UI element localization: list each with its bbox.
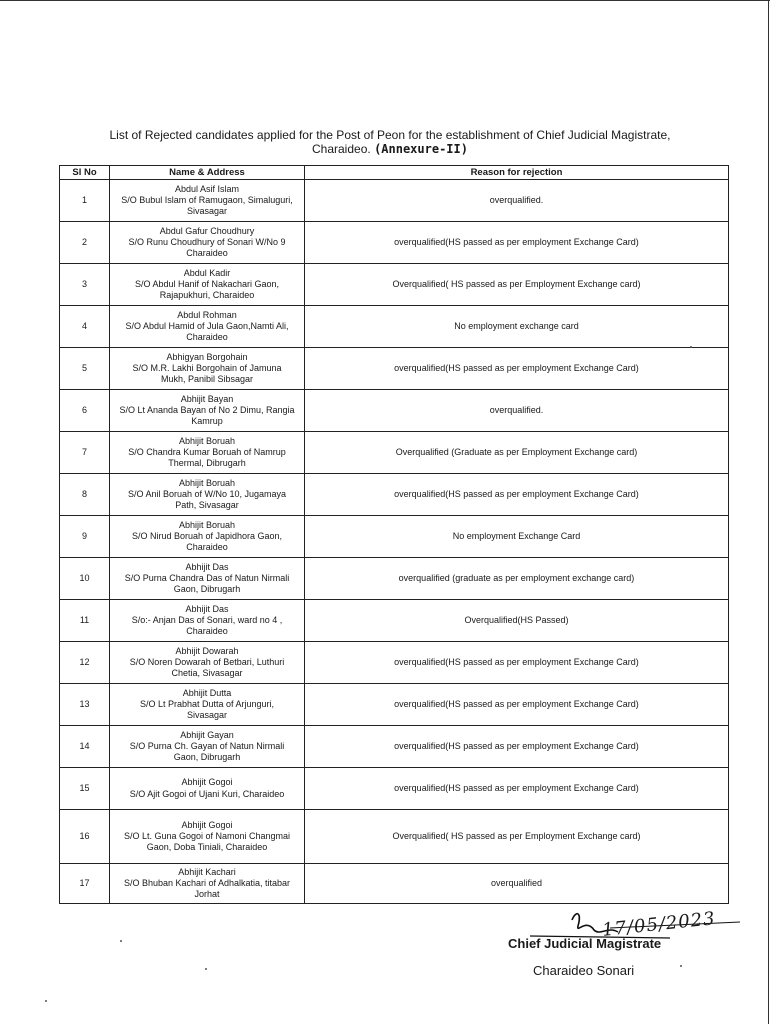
candidate-address-line: S/o:- Anjan Das of Sonari, ward no 4 ,	[131, 614, 283, 625]
candidate-address-line: S/O Ajit Gogoi of Ujani Kuri, Charaideo	[129, 788, 285, 799]
page-border-right	[768, 0, 769, 1024]
row-name-address	[110, 348, 305, 390]
title-place: Charaideo.	[312, 142, 371, 156]
candidate-address-line: S/O Purna Ch. Gayan of Natun Nirmali	[129, 740, 285, 751]
row-reason: No employment exchange card	[305, 306, 729, 348]
row-name-address	[110, 474, 305, 516]
row-reason: overqualified(HS passed as per employment Exchange Card)	[305, 684, 729, 726]
candidate-address-line: S/O Bubul Islam of Ramugaon, Simaluguri,	[121, 194, 293, 205]
table-row	[60, 306, 729, 348]
table-row	[60, 180, 729, 222]
row-name-address	[110, 390, 305, 432]
candidate-name: Abhijit Boruah	[178, 435, 236, 446]
candidate-address-line: S/O Runu Choudhury of Sonari W/No 9	[128, 236, 286, 247]
table-row	[60, 348, 729, 390]
row-sl-no: 6	[60, 390, 110, 432]
signature-place: Charaideo Sonari	[533, 963, 635, 978]
row-reason: overqualified(HS passed as per employment Exchange Card)	[305, 222, 729, 264]
candidate-address-line: S/O Lt Ananda Bayan of No 2 Dimu, Rangia	[119, 404, 295, 415]
table-row	[60, 642, 729, 684]
row-reason: Overqualified( HS passed as per Employment Exchange card)	[305, 810, 729, 864]
candidate-name: Abhijit Kachari	[178, 866, 236, 877]
row-name-address	[110, 726, 305, 768]
scan-speck	[120, 940, 122, 942]
candidate-name: Abdul Gafur Choudhury	[159, 225, 255, 236]
candidate-name: Abhijit Boruah	[178, 477, 236, 488]
row-reason: overqualified(HS passed as per employment Exchange Card)	[305, 474, 729, 516]
candidate-address-line: S/O Abdul Hamid of Jula Gaon,Namti Ali,	[125, 320, 289, 331]
candidate-address-line: Thermal, Dibrugarh	[168, 458, 246, 469]
row-sl-no: 2	[60, 222, 110, 264]
table-row	[60, 390, 729, 432]
row-reason: No employment Exchange Card	[305, 516, 729, 558]
row-reason: overqualified(HS passed as per employment Exchange Card)	[305, 642, 729, 684]
candidate-address-line: S/O Abdul Hanif of Nakachari Gaon,	[134, 278, 280, 289]
candidate-name: Abhijit Dowarah	[175, 645, 239, 656]
row-sl-no: 15	[60, 768, 110, 810]
signature-designation: Chief Judicial Magistrate	[508, 936, 662, 951]
signature-date: 17/05/2023	[601, 908, 717, 941]
row-name-address	[110, 558, 305, 600]
candidate-address-line: S/O Bhuban Kachari of Adhalkatia, titabar	[123, 877, 291, 888]
candidate-address-line: Path, Sivasagar	[175, 500, 239, 511]
row-name-address	[110, 432, 305, 474]
row-sl-no: 10	[60, 558, 110, 600]
scan-speck	[690, 346, 692, 348]
row-name-address	[110, 810, 305, 864]
candidate-address-line: S/O Lt Prabhat Dutta of Arjunguri,	[139, 698, 275, 709]
header-name-address: Name & Address	[110, 166, 305, 180]
signature-block	[490, 908, 760, 988]
candidate-address-line: S/O Lt. Guna Gogoi of Namoni Changmai	[123, 830, 291, 841]
table-row	[60, 516, 729, 558]
candidate-address-line: Gaon, Dibrugarh	[173, 584, 241, 595]
candidate-address-line: Gaon, Dibrugarh	[173, 752, 241, 763]
row-reason: Overqualified(HS Passed)	[305, 600, 729, 642]
row-name-address	[110, 600, 305, 642]
table-row	[60, 726, 729, 768]
row-name-address	[110, 222, 305, 264]
row-sl-no: 5	[60, 348, 110, 390]
candidate-name: Abhijit Boruah	[178, 519, 236, 530]
row-sl-no: 4	[60, 306, 110, 348]
candidate-name: Abhijit Das	[185, 561, 229, 572]
row-sl-no: 9	[60, 516, 110, 558]
candidate-name: Abhigyan Borgohain	[166, 351, 248, 362]
candidate-name: Abhijit Bayan	[180, 393, 234, 404]
header-reason: Reason for rejection	[305, 166, 729, 180]
row-name-address	[110, 768, 305, 810]
table-row	[60, 684, 729, 726]
candidate-name: Abhijit Gogoi	[181, 777, 233, 788]
row-sl-no: 12	[60, 642, 110, 684]
table-row	[60, 222, 729, 264]
rejected-candidates-table	[59, 165, 729, 904]
row-reason: overqualified.	[305, 180, 729, 222]
candidate-address-line: Sivasagar	[186, 206, 228, 217]
row-name-address	[110, 180, 305, 222]
row-sl-no: 11	[60, 600, 110, 642]
row-reason: Overqualified (Graduate as per Employment Exchange card)	[305, 432, 729, 474]
row-sl-no: 8	[60, 474, 110, 516]
table-row	[60, 474, 729, 516]
table-row	[60, 810, 729, 864]
title-line-1: List of Rejected candidates applied for the Post of Peon for the establishment of Chief Judicial Magistrate,	[109, 128, 671, 142]
row-name-address	[110, 264, 305, 306]
row-name-address	[110, 684, 305, 726]
row-reason: Overqualified( HS passed as per Employment Exchange card)	[305, 264, 729, 306]
row-name-address	[110, 642, 305, 684]
candidate-address-line: Kamrup	[191, 416, 223, 427]
row-reason: overqualified (graduate as per employment exchange card)	[305, 558, 729, 600]
candidate-name: Abhijit Gayan	[180, 729, 234, 740]
table-row	[60, 864, 729, 904]
row-reason: overqualified	[305, 864, 729, 904]
scan-speck	[45, 1000, 47, 1002]
candidate-address-line: Charaideo	[186, 332, 228, 343]
annexure-label: (Annexure-II)	[374, 142, 468, 156]
scan-speck	[680, 965, 682, 967]
candidate-address-line: Rajapukhuri, Charaideo	[159, 290, 255, 301]
row-sl-no: 17	[60, 864, 110, 904]
title-line-2	[40, 142, 740, 156]
candidate-address-line: Jorhat	[194, 889, 220, 900]
row-sl-no: 13	[60, 684, 110, 726]
row-reason: overqualified.	[305, 390, 729, 432]
candidate-address-line: S/O M.R. Lakhi Borgohain of Jamuna	[132, 362, 282, 373]
table-header-row	[60, 166, 729, 180]
candidate-name: Abhijit Dutta	[182, 687, 232, 698]
row-reason: overqualified(HS passed as per employment Exchange Card)	[305, 726, 729, 768]
candidate-name: Abdul Kadir	[183, 267, 231, 278]
candidate-address-line: S/O Chandra Kumar Boruah of Namrup	[128, 446, 286, 457]
candidate-address-line: Gaon, Doba Tiniali, Charaideo	[146, 842, 268, 853]
candidate-name: Abdul Asif Islam	[174, 183, 240, 194]
candidate-address-line: S/O Anil Boruah of W/No 10, Jugamaya	[127, 488, 287, 499]
table-row	[60, 558, 729, 600]
candidate-address-line: S/O Purna Chandra Das of Natun Nirmali	[124, 572, 290, 583]
candidate-address-line: Chetia, Sivasagar	[171, 668, 243, 679]
candidate-name: Abdul Rohman	[177, 309, 237, 320]
candidate-name: Abhijit Das	[185, 603, 229, 614]
candidate-address-line: S/O Nirud Boruah of Japidhora Gaon,	[131, 530, 283, 541]
table-row	[60, 768, 729, 810]
row-sl-no: 16	[60, 810, 110, 864]
candidate-address-line: Charaideo	[186, 248, 228, 259]
row-name-address	[110, 516, 305, 558]
row-reason: overqualified(HS passed as per employment Exchange Card)	[305, 768, 729, 810]
table-row	[60, 264, 729, 306]
document-title	[40, 128, 740, 156]
table-body	[60, 180, 729, 904]
row-sl-no: 14	[60, 726, 110, 768]
table-row	[60, 432, 729, 474]
page-border-top	[0, 0, 770, 1]
scan-speck	[205, 968, 207, 970]
candidate-address-line: S/O Noren Dowarah of Betbari, Luthuri	[129, 656, 285, 667]
candidate-address-line: Mukh, Panibil Sibsagar	[160, 374, 254, 385]
row-name-address	[110, 864, 305, 904]
table-row	[60, 600, 729, 642]
row-sl-no: 3	[60, 264, 110, 306]
candidate-address-line: Charaideo	[186, 542, 228, 553]
row-sl-no: 7	[60, 432, 110, 474]
candidate-address-line: Sivasagar	[186, 710, 228, 721]
header-sl-no: Sl No	[60, 166, 110, 180]
candidate-address-line: Charaideo	[186, 626, 228, 637]
candidate-name: Abhijit Gogoi	[181, 819, 233, 830]
row-reason: overqualified(HS passed as per employment Exchange Card)	[305, 348, 729, 390]
row-name-address	[110, 306, 305, 348]
row-sl-no: 1	[60, 180, 110, 222]
